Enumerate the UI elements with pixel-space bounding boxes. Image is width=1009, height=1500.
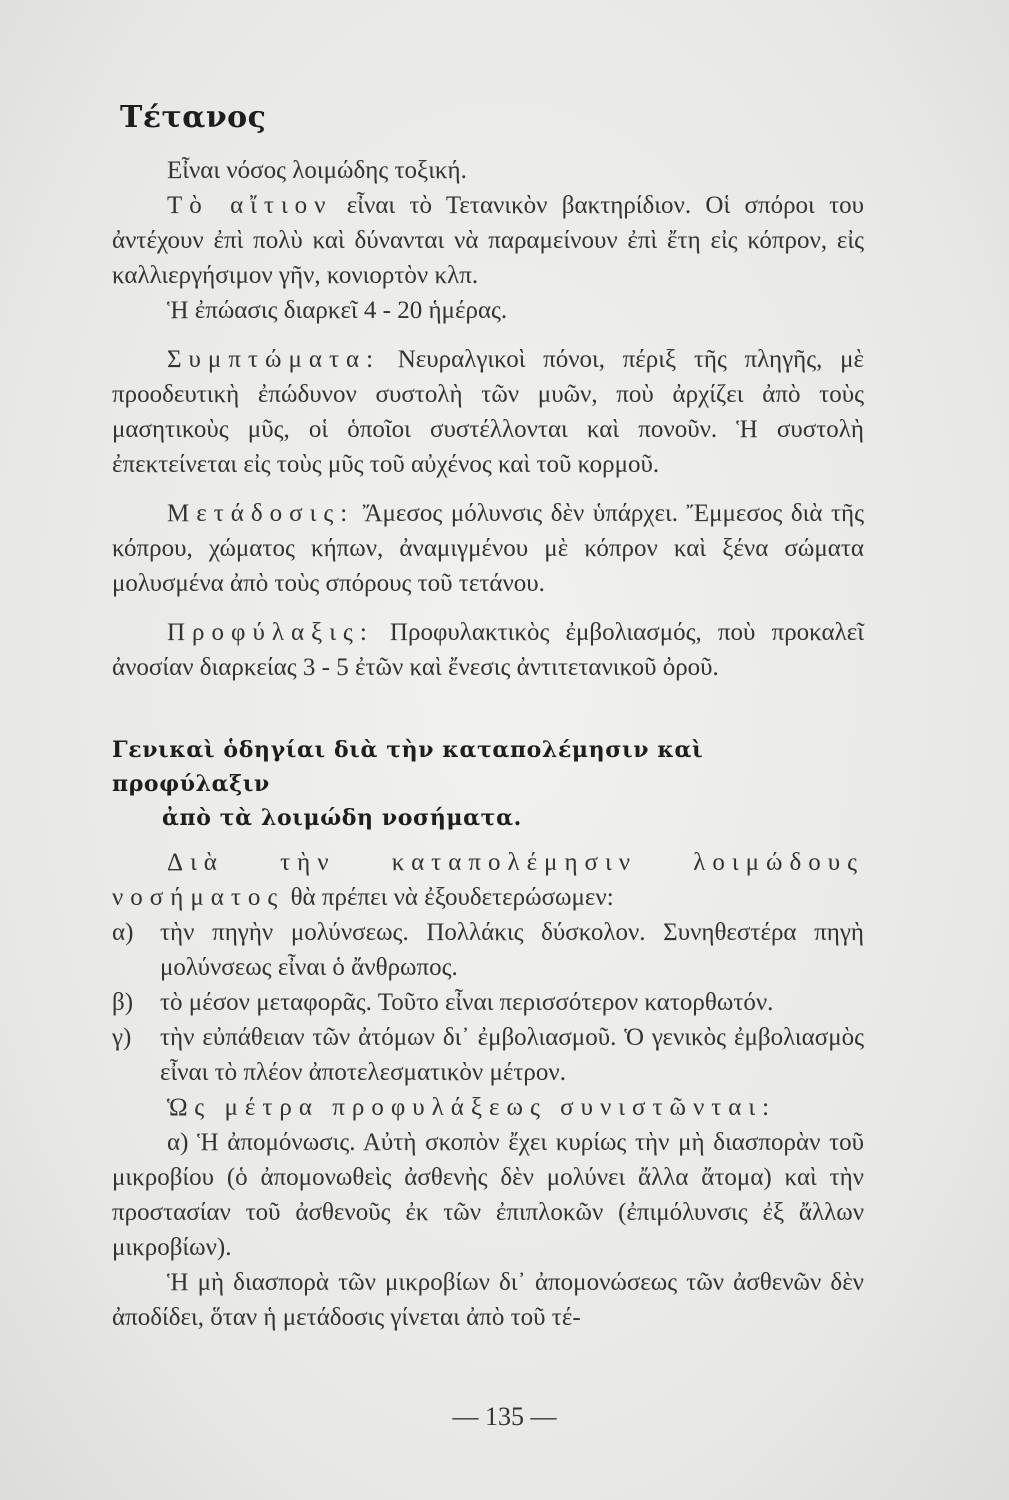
- list-marker: β): [112, 989, 134, 1016]
- list-item-text: τὴν εὐπάθειαν τῶν ἀτόμων δι᾽ ἐμβολιασμοῦ. Ὁ γενικὸς ἐμβολιασμὸς εἶναι τὸ πλέον ἀποτελεσματικὸν μέτρον.: [160, 1024, 864, 1086]
- paragraph-incubation: Ἡ ἐπώασις διαρκεῖ 4 - 20 ἡμέρας.: [167, 297, 508, 324]
- label-combat: Διὰ τὴν καταπολέμησιν λοιμώδους νοσήματος: [112, 849, 864, 911]
- list-item: [112, 1020, 864, 1090]
- paragraph-cause: [112, 188, 864, 293]
- paragraph-measures-label: [112, 1090, 864, 1125]
- list-item: [112, 915, 864, 985]
- list-marker: γ): [112, 1024, 132, 1051]
- list-marker: α): [112, 919, 134, 946]
- page-number: — 135 —: [452, 1402, 557, 1431]
- label-symptoms: Συμπτώματα:: [167, 346, 381, 373]
- label-prevention: Προφύλαξις:: [167, 619, 374, 646]
- paragraph-isolation: α) Ἡ ἀπομόνωσις. Αὐτὴ σκοπὸν ἔχει κυρίως τὴν μὴ διασπορὰν τοῦ μικροβίου (ὁ ἀπομονωθεὶς ἀσθενὴς δὲν μολύνει ἄλλα ἄτομα) καὶ τὴν προστασίαν τοῦ ἀσθενοῦς ἐκ τῶν ἐπιπλοκῶν (ἐπιμόλυνσις ἐξ ἄλλων μικροβίων).: [112, 1129, 864, 1261]
- text-prevention: Προφυλακτικὸς ἐμβολιασμός, ποὺ προκαλεῖ ἀνοσίαν διαρκείας 3 - 5 ἐτῶν καὶ ἔνεσις ἀντιτετανικοῦ ὀροῦ.: [112, 619, 864, 681]
- text-symptoms: Νευραλγικοὶ πόνοι, πέριξ τῆς πληγῆς, μὲ προοδευτικὴ ἐπώδυνον συστολὴ τῶν μυῶν, ποὺ ἀρχίζει ἀπὸ τοὺς μασητικοὺς μῦς, οἱ ὁποῖοι συστέλλονται καὶ πονοῦν. Ἡ συστολὴ ἐπεκτείνεται εἰς τοὺς μῦς τοῦ αὐχένος καὶ τοῦ κορμοῦ.: [112, 346, 864, 478]
- label-measures: Ὡς μέτρα προφυλάξεως συνιστῶνται:: [167, 1094, 777, 1121]
- text-cause: εἶναι τὸ Τετανικὸν βακτηρίδιον. Οἱ σπόροι του ἀντέχουν ἐπὶ πολὺ καὶ δύνανται νὰ παραμείνουν ἐπὶ ἔτη εἰς κόπρον, εἰς καλλιεργήσιμον γῆν, κονιορτὸν κλπ.: [112, 192, 865, 289]
- text-combat: θὰ πρέπει νὰ ἐξουδετερώσωμεν:: [284, 884, 614, 911]
- label-cause: Τὸ αἴτιον: [167, 192, 333, 219]
- label-transmission: Μετάδοσις:: [167, 500, 355, 527]
- section-title-tetanus: Τέτανος: [120, 100, 267, 135]
- page-content: [112, 100, 864, 1335]
- list-item-text: τὴν πηγὴν μολύνσεως. Πολλάκις δύσκολον. Συνηθεστέρα πηγὴ μολύνσεως εἶναι ὁ ἄνθρωπος.: [160, 919, 864, 981]
- heading-line-2: ἀπὸ τὰ λοιμώδη νοσήματα.: [162, 805, 522, 831]
- text-transmission: Ἄμεσος μόλυνσις δὲν ὑπάρχει. Ἔμμεσος διὰ τῆς κόπρου, χώματος κήπων, ἀναμιγμένου μὲ κόπρον καὶ ξένα σώματα μολυσμένα ἀπὸ τοὺς σπόρους τοῦ τετάνου.: [112, 500, 864, 597]
- paragraph-symptoms: [112, 342, 864, 482]
- paragraph-combat: [112, 845, 864, 915]
- paragraph-transmission: [112, 496, 864, 601]
- paragraph-spread: Ἡ μὴ διασπορὰ τῶν μικροβίων δι᾽ ἀπομονώσεως τῶν ἀσθενῶν δὲν ἀποδίδει, ὅταν ἡ μετάδοσις γίνεται ἀπὸ τοῦ τέ-: [112, 1269, 864, 1331]
- list-item: [112, 985, 864, 1020]
- section-heading-general: [112, 733, 864, 835]
- paragraph-intro: Εἶναι νόσος λοιμώδης τοξική.: [167, 157, 467, 184]
- heading-line-1: Γενικαὶ ὁδηγίαι διὰ τὴν καταπολέμησιν καὶ προφύλαξιν: [112, 737, 704, 797]
- list-item-text: τὸ μέσον μεταφορᾶς. Τοῦτο εἶναι περισσότερον κατορθωτόν.: [160, 989, 774, 1016]
- paragraph-prevention: [112, 615, 864, 685]
